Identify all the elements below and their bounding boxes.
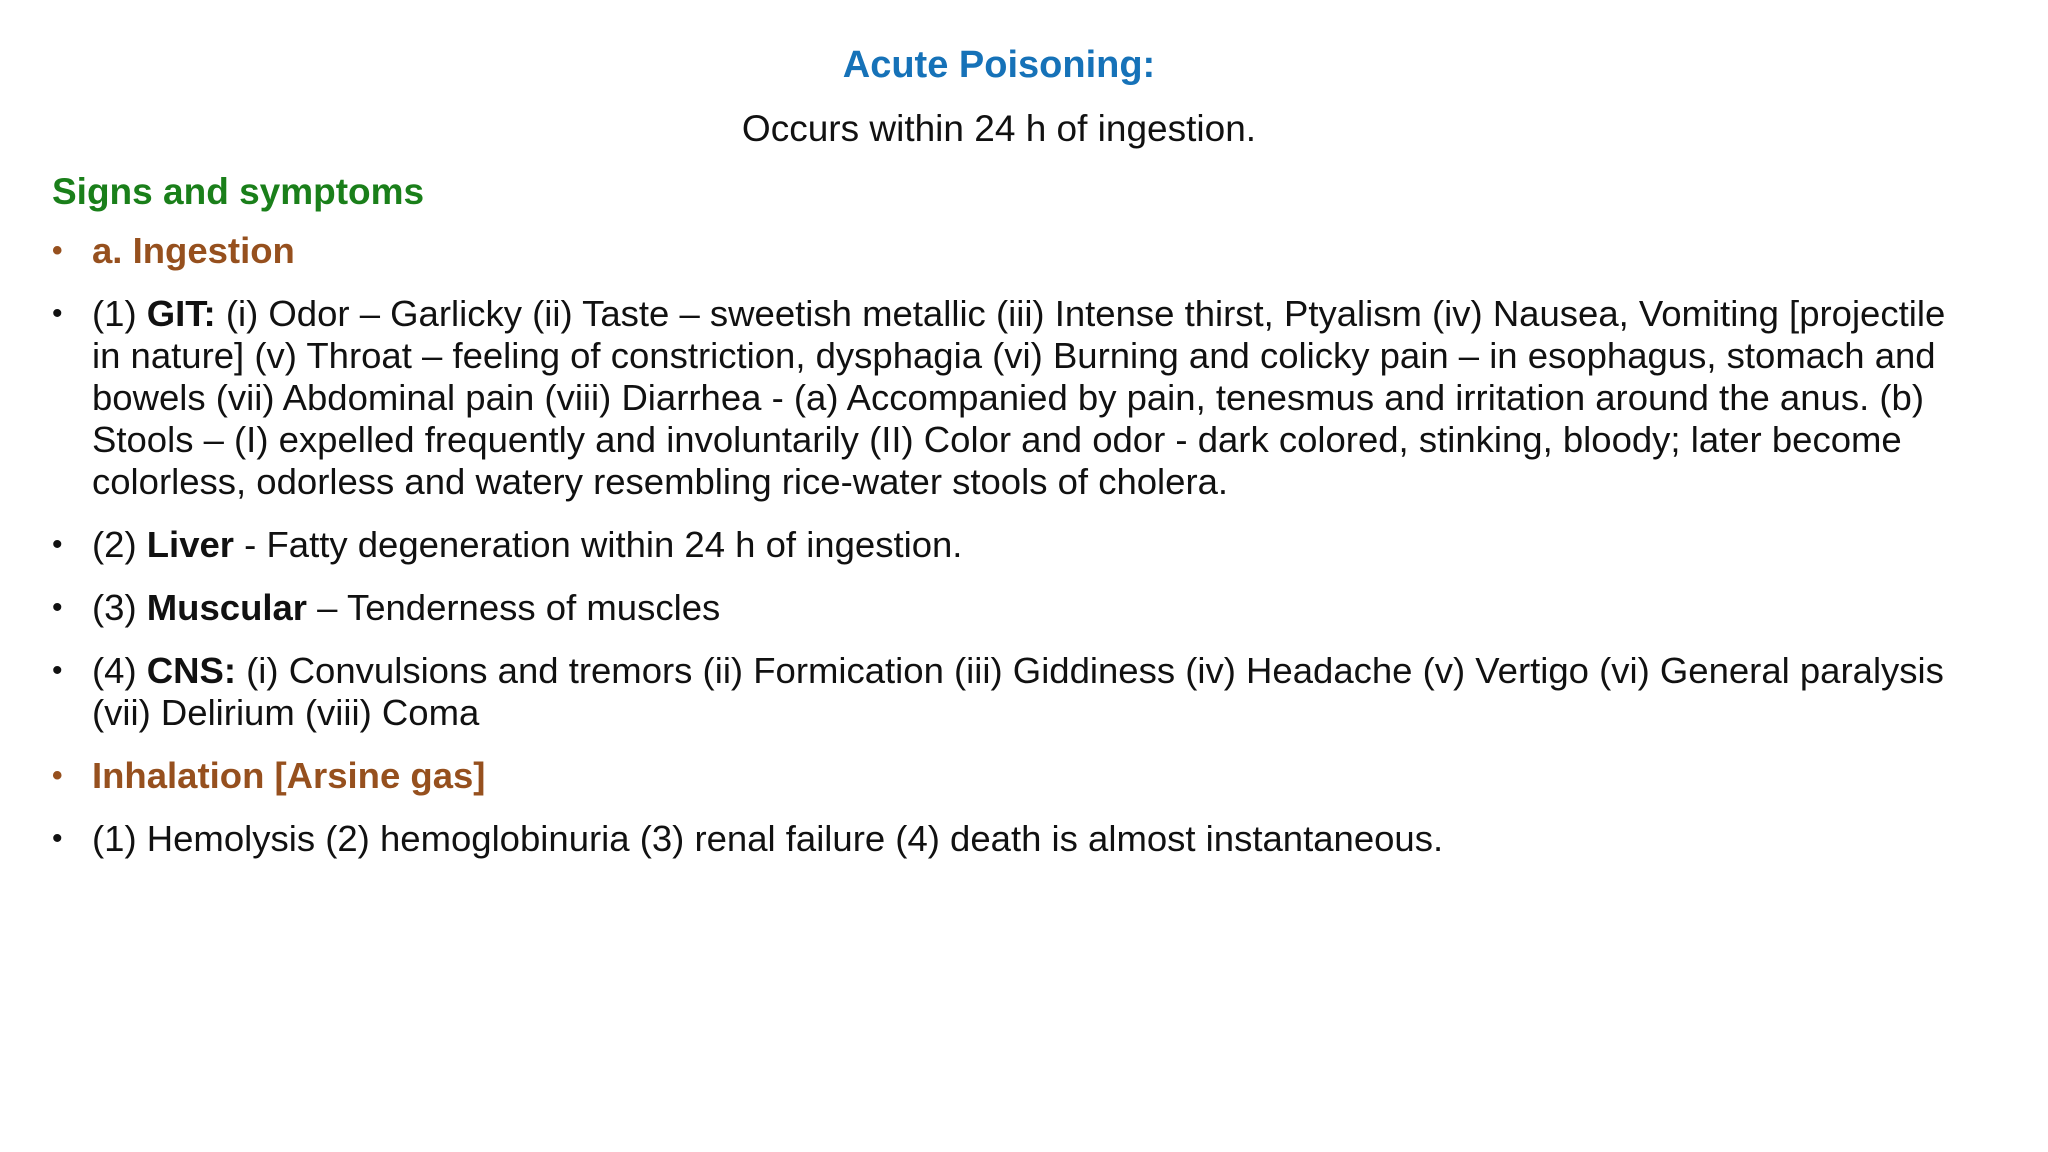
bullet-dot-icon: • (52, 591, 63, 624)
bullet-git (52, 293, 1952, 503)
bullet-muscular (52, 587, 1952, 629)
bullet-text: - Fatty degeneration within 24 h of ingestion. (244, 524, 963, 565)
bullet-number: (4) (92, 650, 137, 691)
page-title: Acute Poisoning: (842, 44, 1156, 86)
section-heading: Signs and symptoms (52, 171, 425, 212)
bullet-label: CNS: (146, 650, 236, 691)
bullet-label: Liver (146, 524, 235, 565)
subheading-text: Inhalation [Arsine gas] (92, 755, 486, 796)
bullet-label: Muscular (146, 587, 308, 628)
bullet-number: (3) (92, 587, 137, 628)
bullet-inhalation-heading (52, 755, 1952, 797)
bullet-number: (2) (92, 524, 137, 565)
bullet-ingestion-heading (52, 230, 1952, 272)
bullet-text: (i) Odor – Garlicky (ii) Taste – sweetish metallic (iii) Intense thirst, Ptyalism (iv) Nausea, Vomiting [projectile in nature] (v) Throat – feeling of constriction, dysphagia (vi) Burning and colicky pain – in esophagus, stomach and bowels (vii) Abdominal pain (viii) Diarrhea - (a) Accompanied by pain, tenesmus and irritation around the anus. (b) Stools – (I) expelled frequently and involuntarily (II) Color and odor - dark colored, stinking, bloody; later become colorless, odorless and watery resembling rice-water stools of cholera. (92, 293, 1946, 502)
bullet-liver (52, 524, 1952, 566)
page-subtitle: Occurs within 24 h of ingestion. (741, 108, 1257, 149)
bullet-inhalation-effects (52, 818, 1952, 860)
bullet-dot-icon: • (52, 654, 63, 687)
bullet-dot-icon: • (52, 234, 63, 267)
bullet-text: (1) Hemolysis (2) hemoglobinuria (3) renal failure (4) death is almost instantaneous. (92, 818, 1444, 859)
bullet-number: (1) (92, 293, 137, 334)
bullet-list (52, 230, 1952, 881)
bullet-dot-icon: • (52, 528, 63, 561)
bullet-dot-icon: • (52, 822, 63, 855)
bullet-dot-icon: • (52, 297, 63, 330)
bullet-text: (i) Convulsions and tremors (ii) Formication (iii) Giddiness (iv) Headache (v) Vertigo (vi) General paralysis (vii) Delirium (viii) Coma (92, 650, 1944, 733)
bullet-label: GIT: (146, 293, 216, 334)
subheading-text: a. Ingestion (92, 230, 295, 271)
bullet-cns (52, 650, 1952, 734)
bullet-text: – Tenderness of muscles (317, 587, 721, 628)
bullet-dot-icon: • (52, 759, 63, 792)
